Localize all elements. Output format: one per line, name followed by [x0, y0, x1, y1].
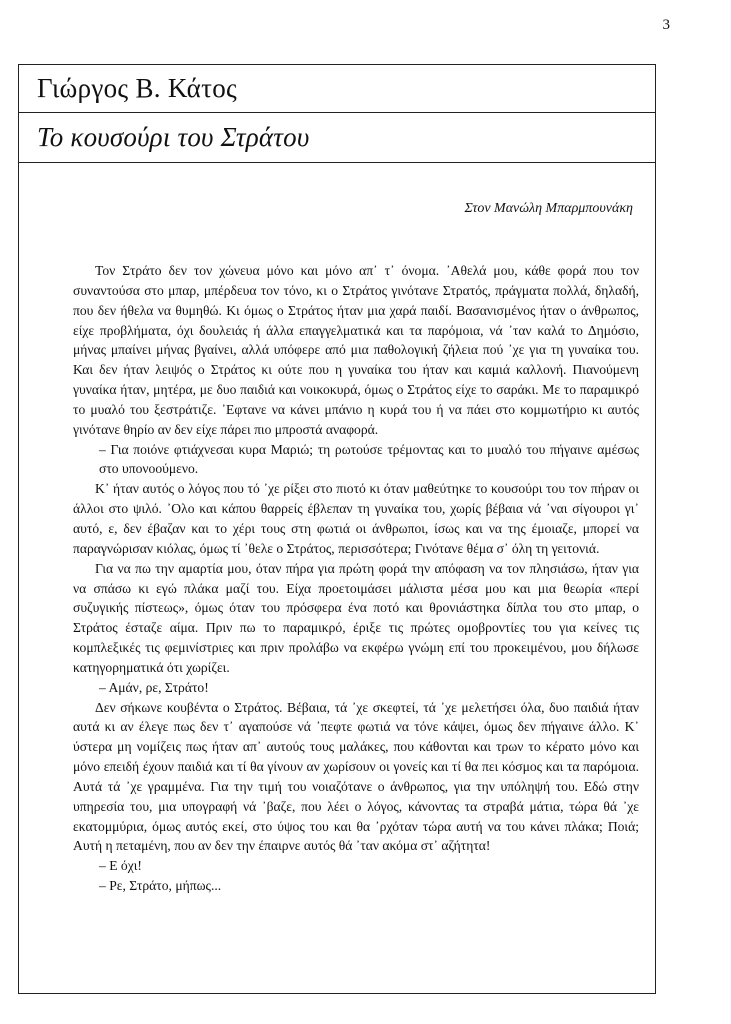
dialogue-line: – Ρε, Στράτο, μήπως...: [99, 878, 222, 894]
page-number: 3: [662, 17, 670, 33]
paragraph: Τον Στράτο δεν τον χώνευα μόνο και μόνο απ᾿ τ᾿ όνομα. ᾿Αθελά μου, κάθε φορά που τον συναντούσα στο μπαρ, μπέρδευα τον τόνο, κι ο Στράτος γινότανε Στρατός, πράγματα πολλά, δηλαδή, που δεν ήθελα να θυμηθώ. Κι όμως ο Στράτος ήταν μια χαρά παιδί. Βασανισμένος ήταν ο άνθρωπος, είχε προβλήματα, όχι δουλειάς ή άλλα επαγγελματικά και τα παρόμοια, νά ᾿ταν καλά το Δημόσιο, μήνας μπαίνει μήνας βγαίνει, αλλά υπόφερε από μια παθολογική ζήλεια πού ᾿χε για τη γυναίκα του. Και δεν ήταν λειψός ο Στράτος κι ούτε που η γυναίκα του ήταν και καμιά καλλονή. Πιανούμενη γυναίκα ήταν, μητέρα, με δυο παιδιά και νοικοκυρά, όμως ο Στράτος είχε το σαράκι. Με το παραμικρό το μυαλό του ξεστράτιζε. ᾿Εφτανε να κάνει μπάνιο η κυρά του ή να πάει στο κομμωτήριο κι αυτός γινότανε θηρίο αν δεν είχε πάρει πιο μπροστά αναφορά.: [73, 263, 639, 437]
title-band: [19, 113, 655, 163]
story-title: Το κουσούρι του Στράτου: [37, 122, 310, 152]
dialogue-line: – Για ποιόνε φτιάχνεσαι κυρα Μαριώ; τη ρωτούσε τρέμοντας και το μυαλό του πήγαινε αμέσως στο υπονοούμενο.: [99, 441, 639, 477]
author-band: [19, 65, 655, 113]
story-body: [73, 261, 639, 896]
dialogue-line: – Αμάν, ρε, Στράτο!: [99, 679, 209, 695]
paragraph: Δεν σήκωνε κουβέντα ο Στράτος. Βέβαια, τά ᾿χε σκεφτεί, τά ᾿χε μελετήσει όλα, δυο παιδιά ήταν αυτά κι αν έλεγε πως δεν τ᾿ αγαπούσε νά ᾿πεφτε φωτιά να τόνε κάψει, όμως δεν πήγαινε άλλο. Κ᾿ ύστερα μη νομίζεις πως ήταν απ᾿ αυτούς τους μαλάκες, που κάθονται και τρων το κέρατο μόνο και μόνο επειδή έχουν παιδιά και τί θα γίνουν αν χωρίσουν οι γονείς και τί θα πει κόσμος και τα παρόμοια. Αυτά τά ᾿χε γραμμένα. Για την τιμή του νοιαζότανε ο άνθρωπος, για την υπόληψή του. Εδώ στην υπηρεσία του, μια υπογραφή νά ᾿βαζε, που λέει ο λόγος, κάνοντας τα στραβά μάτια, τώρα θά ᾿χε εκατομμύρια, όμως αυτός εκεί, στο ύψος του και θα ᾿ρχόταν τώρα αυτή να του κάνει πλάκα; Ποιά; Αυτή η πεταμένη, που αν δεν την έπαιρνε αυτός θά ᾿ταν ακόμα στ᾿ αζήτητα!: [73, 699, 639, 854]
dialogue-line: – Ε όχι!: [99, 858, 142, 874]
paragraph: Κ᾿ ήταν αυτός ο λόγος που τό ᾿χε ρίξει στο πιοτό κι όταν μαθεύτηκε το κουσούρι του τον πήραν οι άλλοι στο ψιλό. ᾿Ολο και κάπου θαρρείς έβλεπαν τη γυναίκα του, χωρίς βέβαια νά ᾿ναι σίγουροι γι᾿ αυτό, ε, δεν έβαζαν και το χέρι τους στη φωτιά οι άνθρωποι, ίσως και να της έμοιαζε, μπορεί να παραγνώρισαν κιόλας, όμως τί ᾿θελε ο Στράτος, περισσότερα; Γινότανε θέμα σ᾿ όλη τη γειτονιά.: [73, 481, 639, 556]
dedication: Στον Μανώλη Μπαρμπουνάκη: [464, 201, 633, 216]
paragraph: Για να πω την αμαρτία μου, όταν πήρα για πρώτη φορά την απόφαση να τον πλησιάσω, ήταν για να σπάσω κι εγώ πλάκα μαζί του. Είχα προετοιμάσει μάλιστα μέσα μου και μια θεωρία «περί συζυγικής πίστεως», όμως όταν του πρόσφερα ένα ποτό και θρονιάστηκα δίπλα του στο μπαρ, ο Στράτος έσταζε αίμα. Πριν πω το παραμικρό, έριξε τις πρώτες ομοβροντίες του για κείνες τις κομπλεξικές τις φεμινίστριες και πριν προλάβω να εκφέρω γνώμη επί του προκειμένου, μου δήλωσε κατηγορηματικά ότι χωρίζει.: [73, 560, 639, 675]
author-name: Γιώργος Β. Κάτος: [37, 73, 238, 103]
story-frame: [18, 64, 656, 994]
